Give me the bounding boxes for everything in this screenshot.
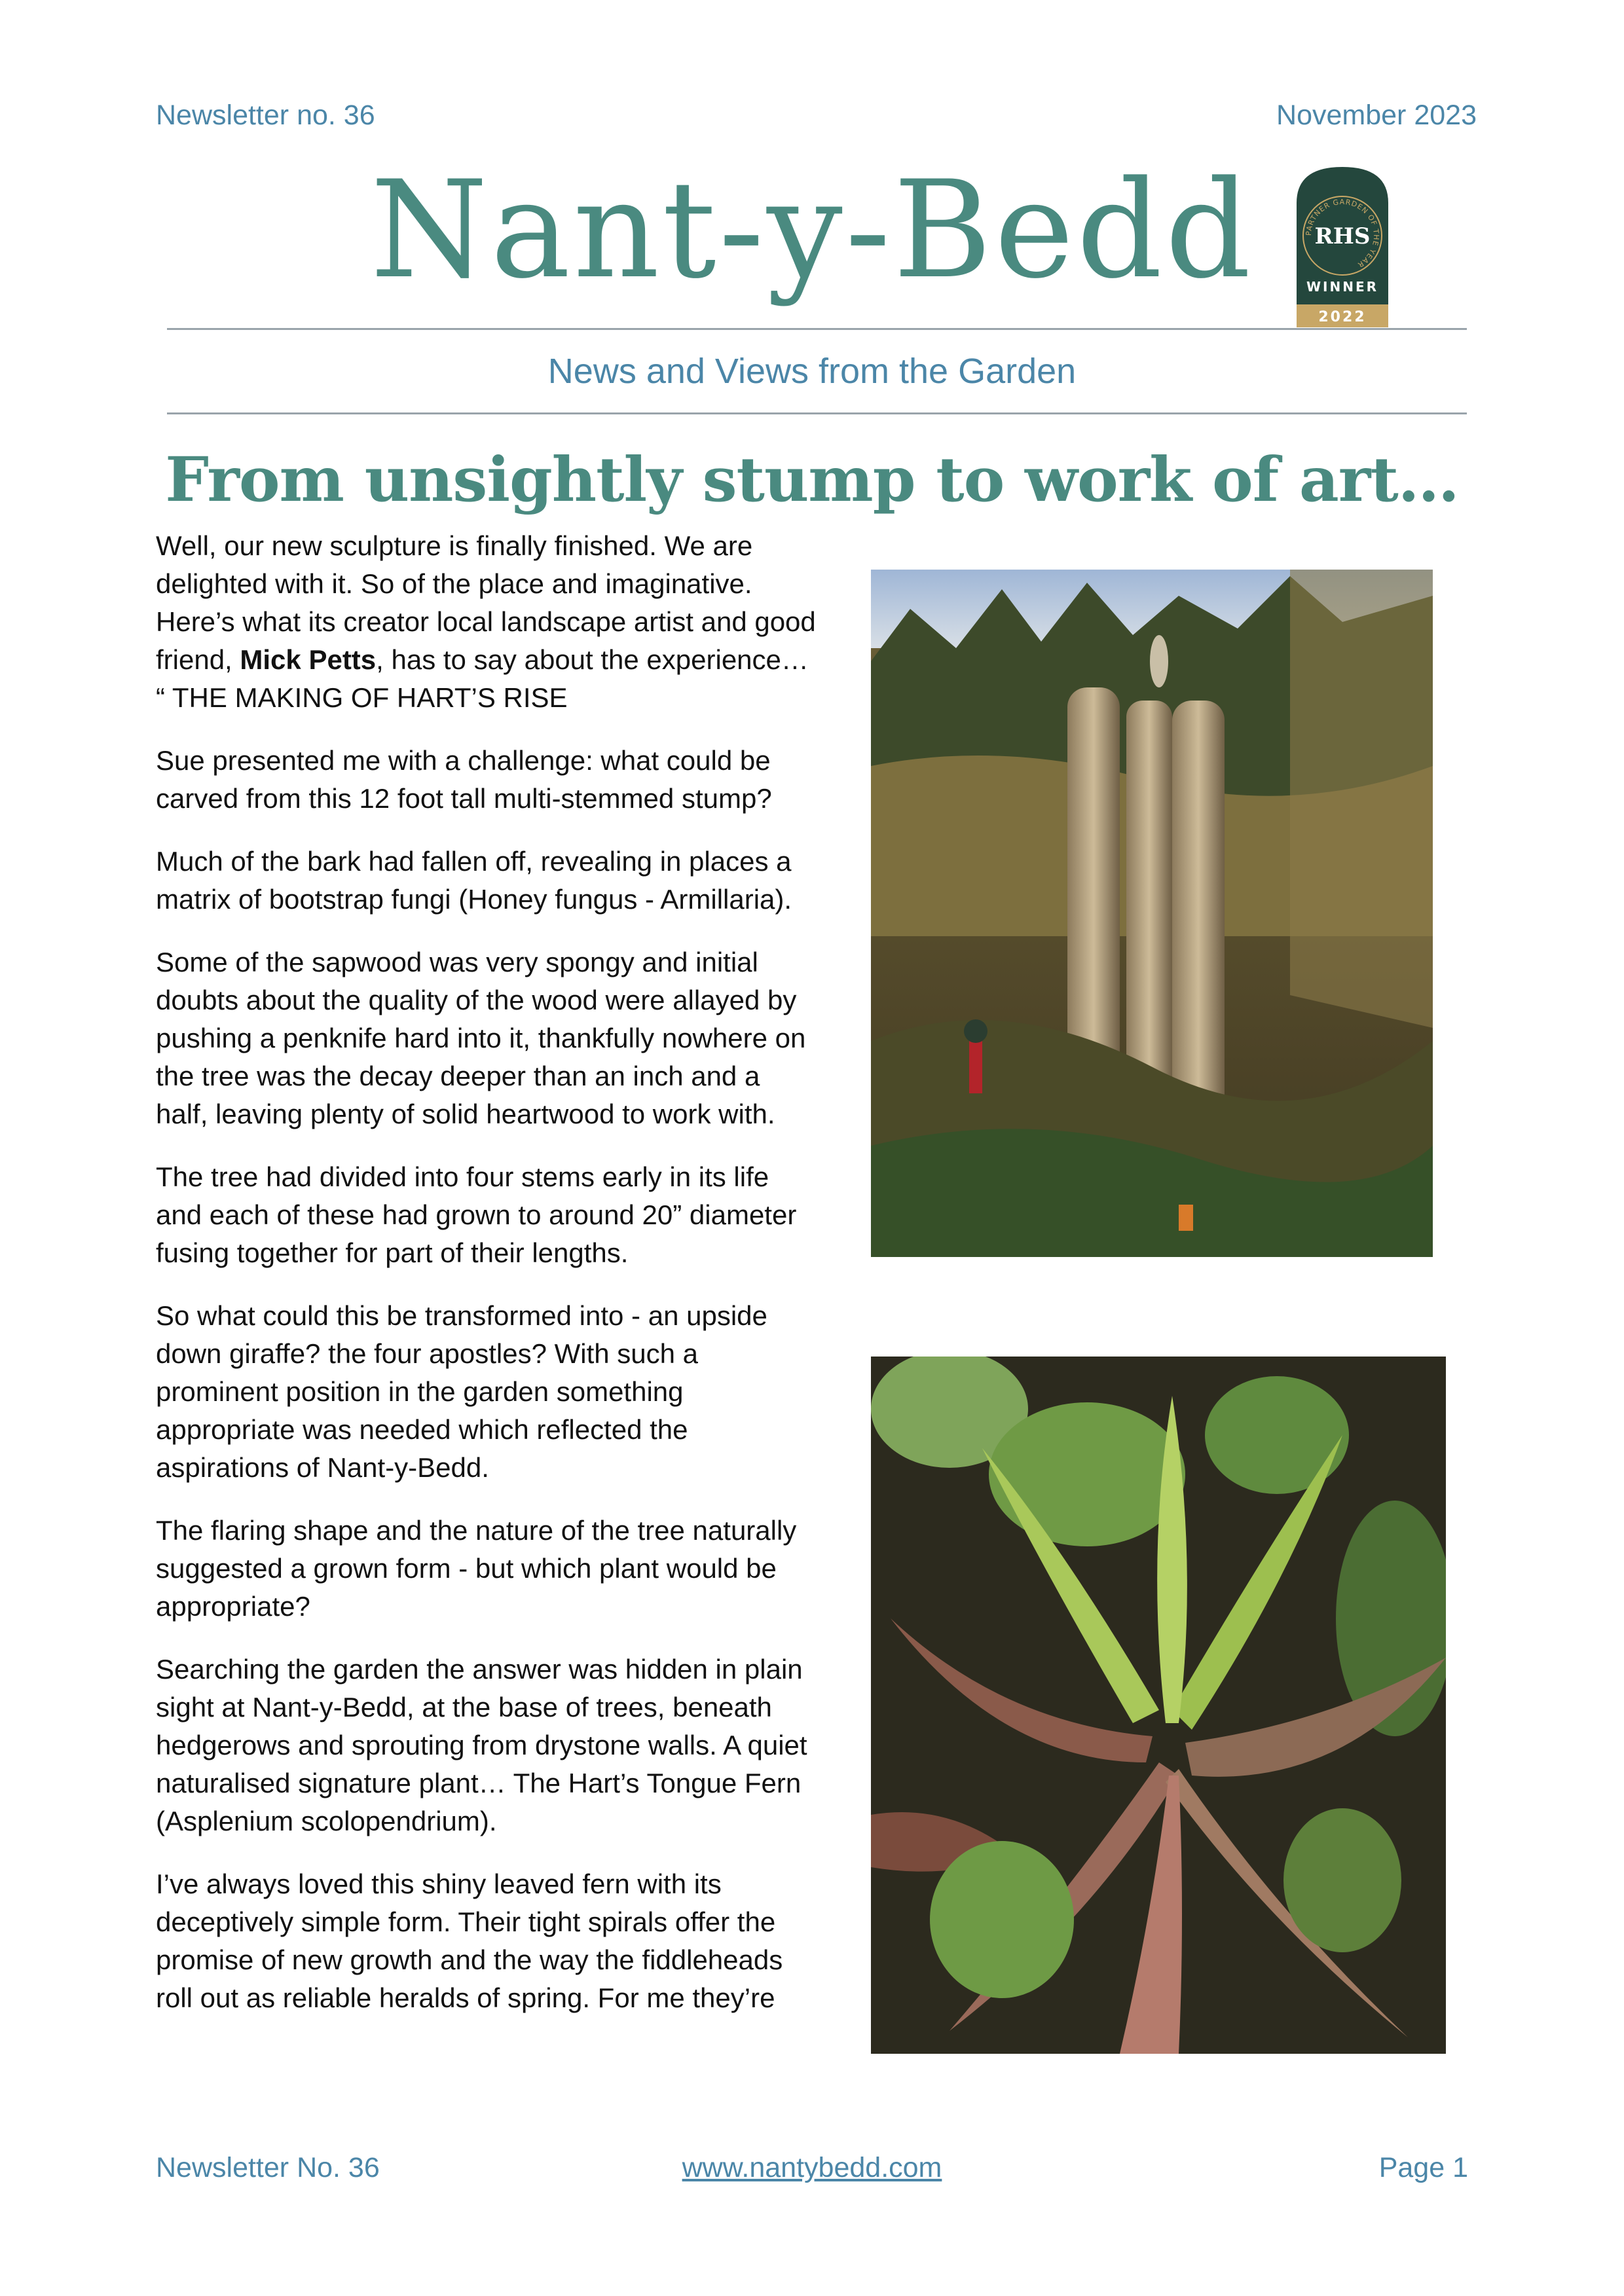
artist-name: Mick Petts	[240, 644, 377, 675]
badge-year: 2022	[1318, 309, 1367, 325]
article-paragraph: The flaring shape and the nature of the tree naturally suggested a grown form - but which plant would be appropriate?	[156, 1515, 797, 1622]
article-paragraph: The tree had divided into four stems early in its life and each of these had grown to around 20” diameter fusing together for part of their lengths.	[156, 1161, 797, 1268]
article-paragraph: Searching the garden the answer was hidden in plain sight at Nant-y-Bedd, at the base of trees, beneath hedgerows and sprouting from drystone walls. A quiet naturalised signature plant… The Hart’s Tongue Fern (Asplenium scolopendrium).	[156, 1654, 807, 1836]
article-paragraph: I’ve always loved this shiny leaved fern with its deceptively simple form. Their tight spirals offer the promise of new growth and the way the fiddleheads roll out as reliable heralds of spring. For me they’re	[156, 1868, 783, 2013]
footer-website-link[interactable]: www.nantybedd.com	[682, 2152, 942, 2183]
badge-label: WINNER	[1306, 279, 1379, 295]
masthead-title: Nant-y-Bedd	[370, 153, 1254, 308]
footer-newsletter-number: Newsletter No. 36	[156, 2152, 380, 2183]
issue-date: November 2023	[1276, 100, 1477, 131]
paragraph-text: Well, our new sculpture is finally finished. We are delighted with it. So of the place and imaginative. Here’s what its creator local landscape artist and good friend,	[156, 530, 816, 675]
badge-org: RHS	[1314, 223, 1371, 249]
fern-photo	[871, 1357, 1446, 2054]
article-paragraph: So what could this be transformed into - an upside down giraffe? the four apostles? With such a prominent position in the garden something appropriate was needed which reflected the aspirations of Nant-y-Bedd.	[156, 1300, 767, 1483]
header-divider-bottom	[167, 412, 1467, 414]
article-paragraph: Some of the sapwood was very spongy and initial doubts about the quality of the wood were allayed by pushing a penknife hard into it, thankfully nowhere on the tree was the decay deeper than an inch and a half, leaving plenty of solid heartwood to work with.	[156, 947, 806, 1129]
article-paragraph: Much of the bark had fallen off, revealing in places a matrix of bootstrap fungi (Honey fungus - Armillaria).	[156, 846, 792, 915]
footer-page-number: Page 1	[1378, 2152, 1468, 2183]
rhs-winner-badge	[1293, 164, 1392, 327]
newsletter-subtitle: News and Views from the Garden	[547, 352, 1077, 391]
article-headline: From unsightly stump to work of art…	[165, 444, 1459, 516]
badge-ring-text: PARTNER GARDEN OF THE YEAR	[1304, 197, 1381, 270]
header-divider-top	[167, 328, 1467, 330]
newsletter-number: Newsletter no. 36	[156, 100, 375, 131]
article-paragraph: Sue presented me with a challenge: what could be carved from this 12 foot tall multi-stemmed stump?	[156, 745, 772, 814]
article-paragraph	[156, 527, 817, 717]
stump-photo	[871, 570, 1433, 1257]
paragraph-text: , has to say about the experience… “ THE MAKING OF HART’S RISE	[156, 644, 809, 713]
article-body	[156, 527, 817, 2042]
